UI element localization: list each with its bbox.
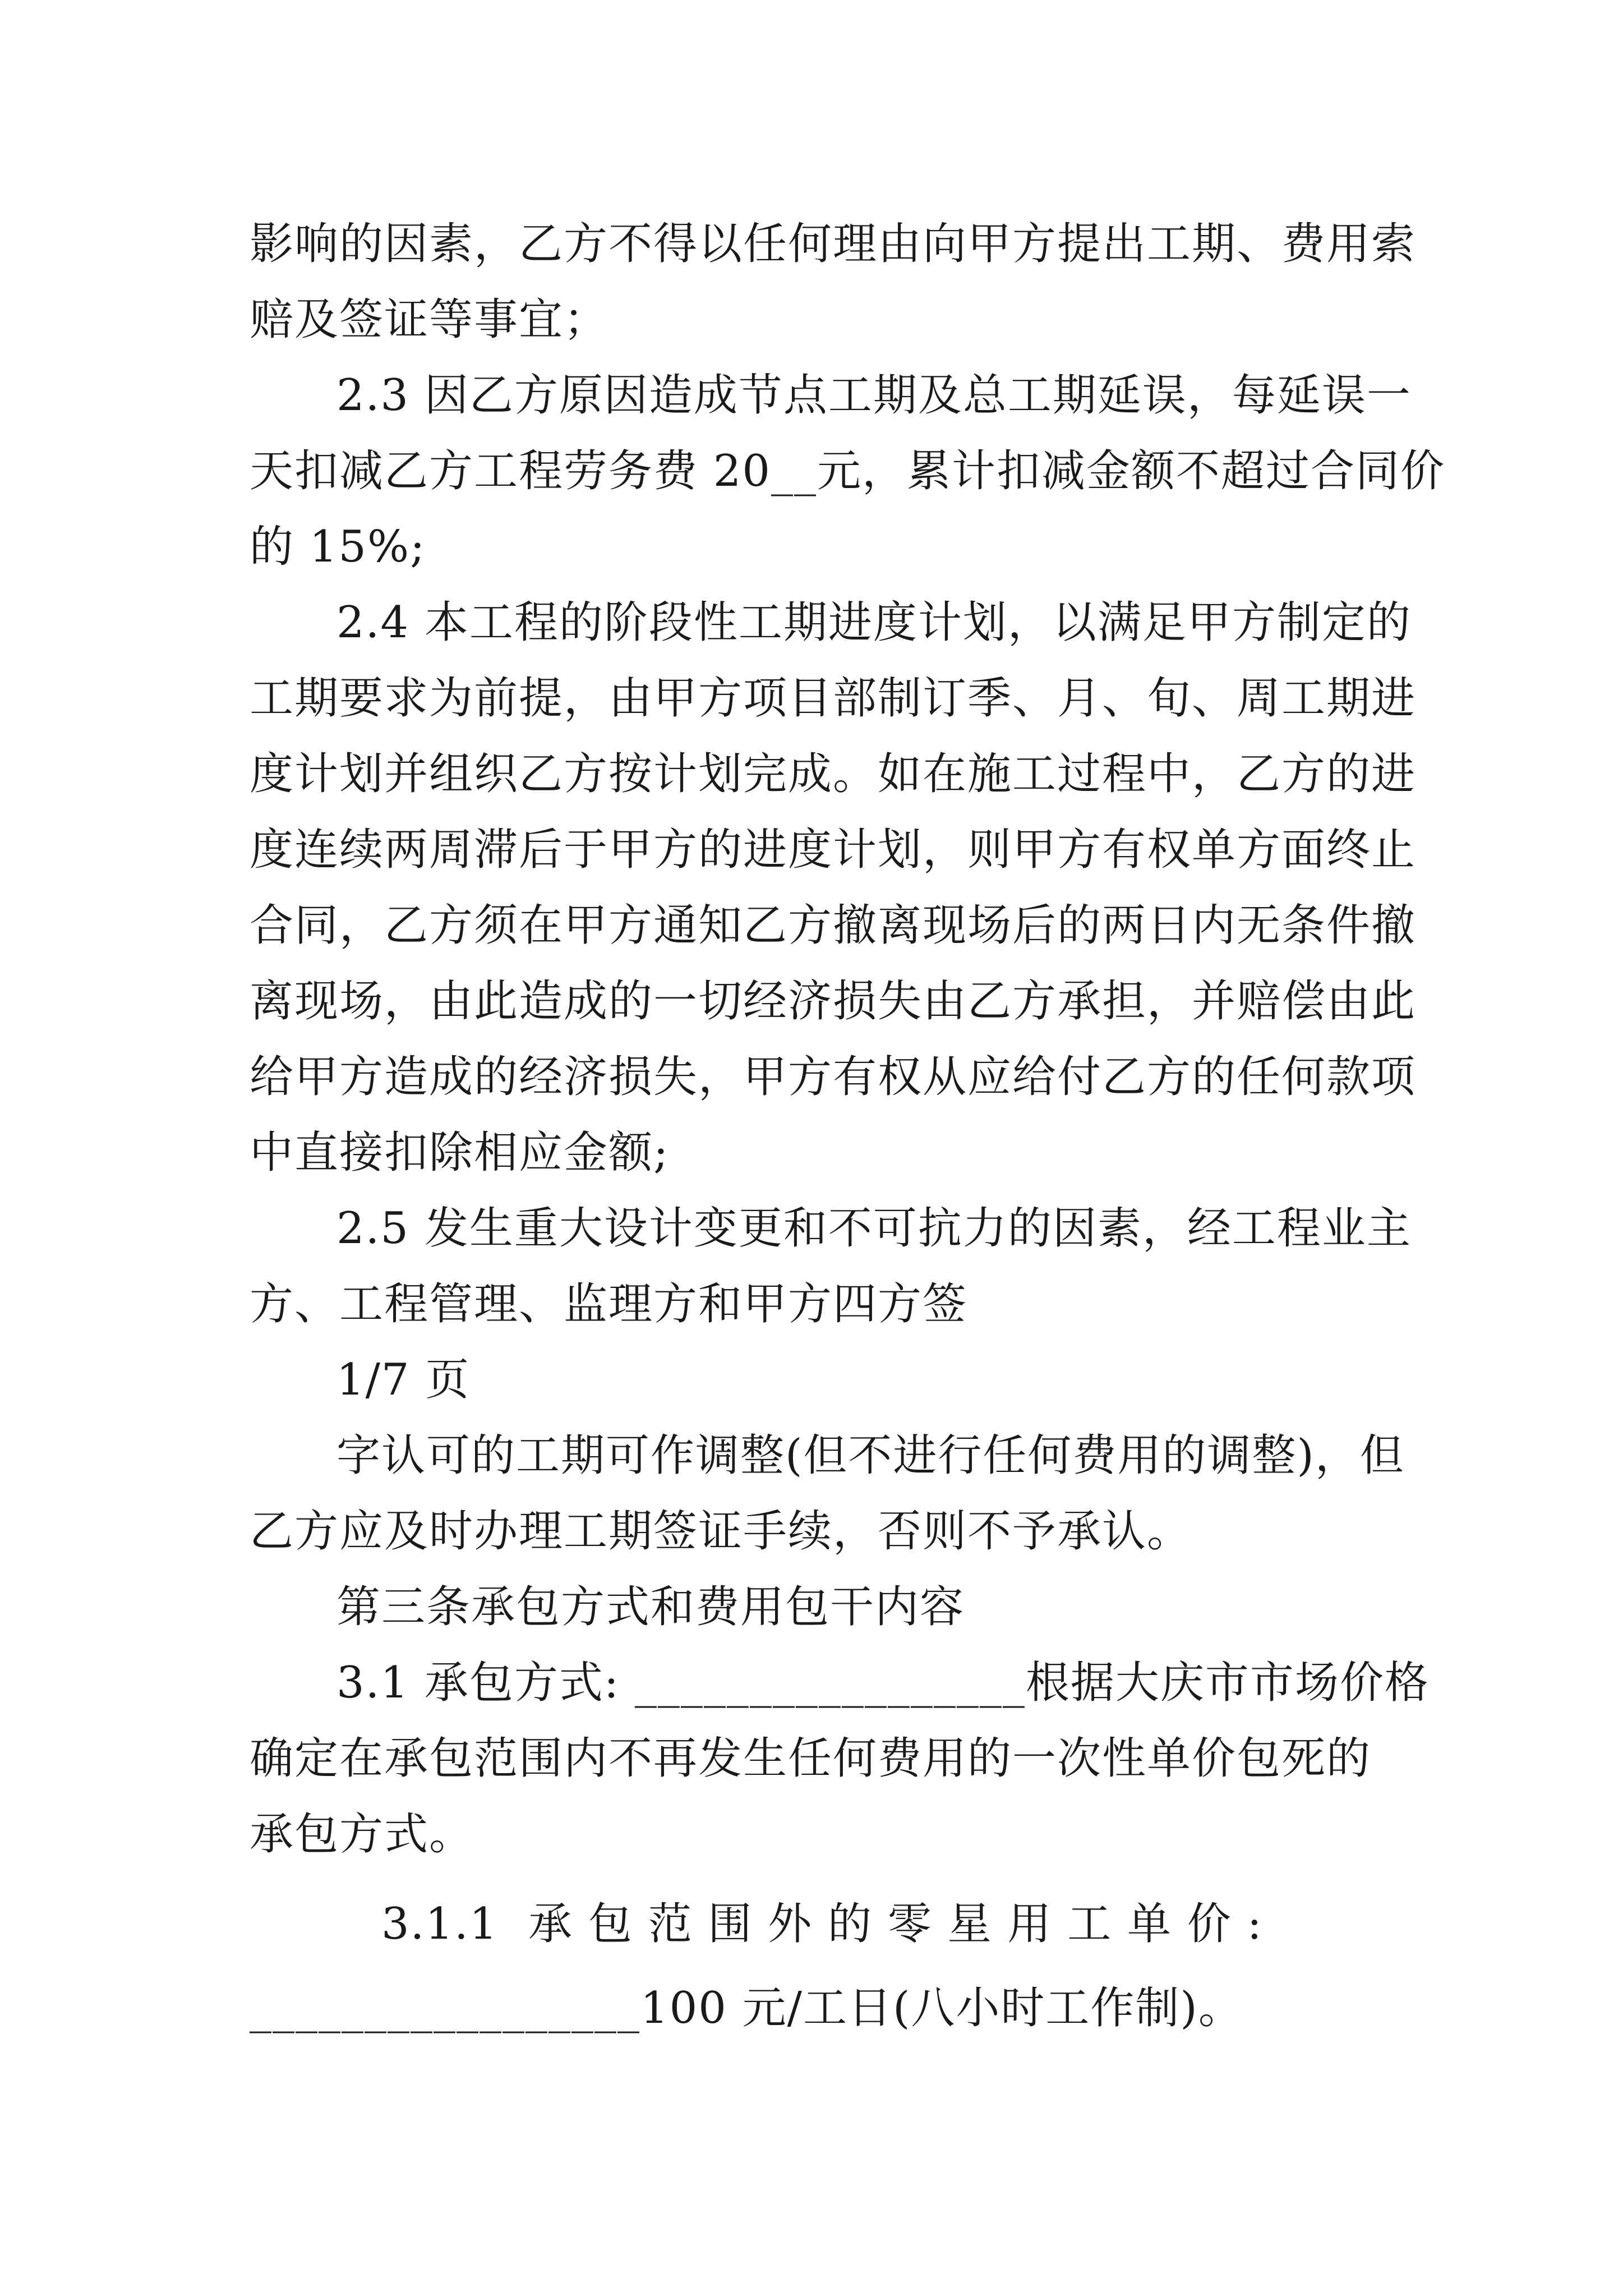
text-line: 合同，乙方须在甲方通知乙方撤离现场后的两日内无条件撤 <box>250 900 1417 951</box>
text-line: 度计划并组织乙方按计划完成。如在施工过程中，乙方的进 <box>250 749 1417 799</box>
text-line: 3.1 承包方式: _________________根据大庆市市场价格 <box>336 1658 1430 1708</box>
text-line: 度连续两周滞后于甲方的进度计划，则甲方有权单方面终止 <box>250 825 1417 875</box>
text-line: _________________100 元/工日(八小时工作制)。 <box>250 1983 1243 2033</box>
text-line: 乙方应及时办理工期签证手续，否则不予承认。 <box>250 1506 1192 1557</box>
text-line: 的 15%; <box>250 522 426 572</box>
text-line: 赔及签证等事宜； <box>250 295 609 345</box>
text-line: 2.3 因乙方原因造成节点工期及总工期延误，每延误一 <box>336 370 1412 421</box>
page-number: 1/7 页 <box>336 1355 471 1405</box>
section-heading: 第三条承包方式和费用包干内容 <box>336 1582 965 1632</box>
text-line: 工期要求为前提，由甲方项目部制订季、月、旬、周工期进 <box>250 673 1417 724</box>
text-line: 3.1.1 承 包 范 围 外 的 零 星 用 工 单 价 : <box>381 1899 1263 1949</box>
text-line: 承包方式。 <box>250 1809 474 1860</box>
text-line: 给甲方造成的经济损失，甲方有权从应给付乙方的任何款项 <box>250 1052 1417 1102</box>
text-line: 确定在承包范围内不再发生任何费用的一次性单价包死的 <box>250 1733 1372 1784</box>
text-line: 2.4 本工程的阶段性工期进度计划，以满足甲方制定的 <box>336 597 1412 648</box>
text-line: 2.5 发生重大设计变更和不可抗力的因素，经工程业主 <box>336 1203 1412 1254</box>
text-line: 字认可的工期可作调整(但不进行任何费用的调整)，但 <box>336 1430 1405 1481</box>
text-line: 天扣减乙方工程劳务费 20__元，累计扣减金额不超过合同价 <box>250 446 1446 496</box>
text-line: 离现场，由此造成的一切经济损失由乙方承担，并赔偿由此 <box>250 976 1417 1027</box>
text-line: 方、工程管理、监理方和甲方四方签 <box>250 1279 968 1329</box>
text-line: 中直接扣除相应金额; <box>250 1128 670 1178</box>
text-line: 影响的因素，乙方不得以任何理由向甲方提出工期、费用索 <box>250 219 1417 269</box>
